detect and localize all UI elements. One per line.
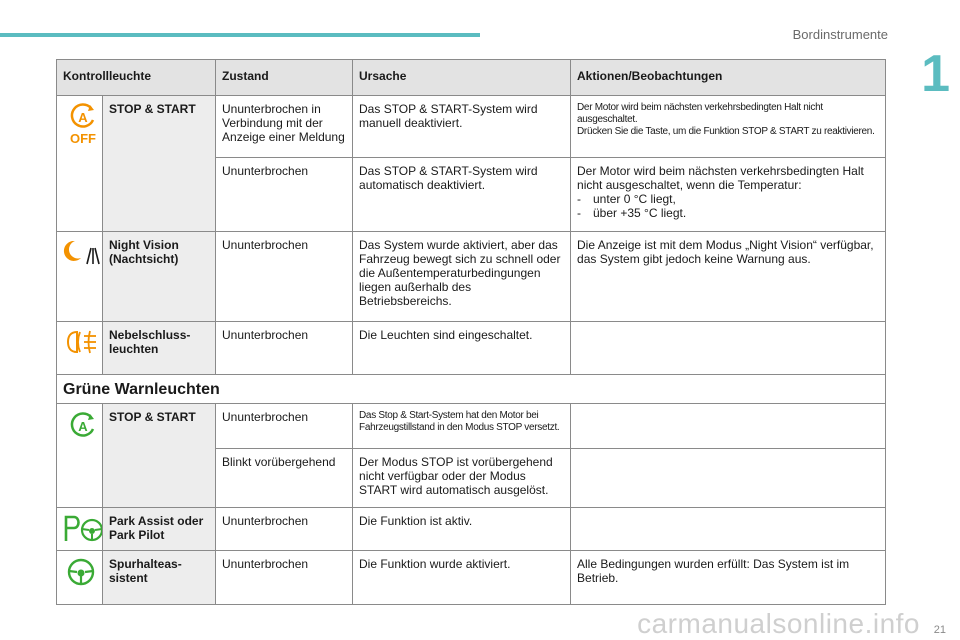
table-row (57, 322, 886, 375)
state-cell: Ununterbrochen (216, 232, 353, 322)
indicator-name: STOP & START (103, 96, 216, 232)
cause-cell: Das Stop & Start-System hat den Motor bei Fahrzeugstillstand in den Modus STOP versetzt. (353, 404, 571, 449)
action-cell (571, 96, 886, 158)
icon-cell (57, 508, 103, 551)
chapter-number: 1 (921, 45, 950, 103)
table-row (57, 508, 886, 551)
svg-text:OFF: OFF (70, 131, 96, 146)
action-intro: Der Motor wird beim nächsten verkehrsbedingten Halt nicht ausgeschaltet, wenn die Temperatur: (577, 164, 864, 192)
icon-cell (57, 232, 103, 322)
state-cell: Ununterbrochen (216, 158, 353, 232)
table-row (57, 96, 886, 158)
header-accent-bar (0, 33, 480, 37)
action-bullet: - über +35 °C liegt. (577, 206, 687, 220)
icon-cell (57, 404, 103, 508)
page-number: 21 (933, 624, 946, 636)
action-cell (571, 322, 886, 375)
cause-cell: Die Funktion ist aktiv. (353, 508, 571, 551)
column-header-action: Aktionen/Beobachtungen (571, 60, 886, 96)
cause-cell: Die Funktion wurde aktiviert. (353, 551, 571, 605)
state-cell: Ununterbrochen (216, 404, 353, 449)
action-cell: Alle Bedingungen wurden erfüllt: Das System ist im Betrieb. (571, 551, 886, 605)
state-cell: Ununterbrochen (216, 508, 353, 551)
indicator-name: STOP & START (103, 404, 216, 508)
cause-cell: Der Modus STOP ist vorübergehend nicht verfügbar oder der Modus START wird automatisch ausgelöst. (353, 449, 571, 508)
cause-cell: Die Leuchten sind eingeschaltet. (353, 322, 571, 375)
park-assist-icon (63, 514, 103, 544)
cause-cell: Das STOP & START-System wird manuell deaktiviert. (353, 96, 571, 158)
icon-cell (57, 96, 103, 232)
table-row (57, 404, 886, 449)
auto-green-icon (63, 410, 103, 442)
night-vision-icon (63, 238, 103, 268)
cause-cell: Das System wurde aktiviert, aber das Fahrzeug bewegt sich zu schnell oder die Außentemperaturbedingungen liegen außerhalb des Betriebsbereichs. (353, 232, 571, 322)
svg-text:A: A (78, 419, 88, 434)
icon-cell (57, 322, 103, 375)
column-header-state: Zustand (216, 60, 353, 96)
icon-cell (57, 551, 103, 605)
indicator-name: Night Vision (Nachtsicht) (103, 232, 216, 322)
table-header-row (57, 60, 886, 96)
state-cell: Ununterbrochen in Verbindung mit der Anzeige einer Meldung (216, 96, 353, 158)
indicator-name: Nebelschluss-leuchten (103, 322, 216, 375)
svg-text:A: A (78, 110, 88, 125)
state-cell: Ununterbrochen (216, 551, 353, 605)
column-header-indicator: Kontrollleuchte (57, 60, 216, 96)
watermark: carmanualsonline.info (637, 608, 920, 639)
warning-lights-table (56, 59, 886, 605)
state-cell: Ununterbrochen (216, 322, 353, 375)
action-bullet: - unter 0 °C liegt, (577, 192, 676, 206)
section-heading: Grüne Warnleuchten (57, 375, 886, 404)
section-row (57, 375, 886, 404)
state-cell: Blinkt vorübergehend (216, 449, 353, 508)
action-cell (571, 508, 886, 551)
auto-off-orange-icon (63, 102, 103, 146)
action-cell (571, 404, 886, 449)
action-cell (571, 158, 886, 232)
action-line: Der Motor wird beim nächsten verkehrsbedingten Halt nicht ausgeschaltet. (577, 102, 823, 125)
action-cell (571, 449, 886, 508)
table-row (57, 551, 886, 605)
action-cell: Die Anzeige ist mit dem Modus „Night Vision“ verfügbar, das System gibt jedoch keine Warnung aus. (571, 232, 886, 322)
action-line: Drücken Sie die Taste, um die Funktion STOP & START zu reaktivieren. (577, 126, 875, 137)
indicator-name: Spurhalteas-sistent (103, 551, 216, 605)
section-title: Bordinstrumente (792, 27, 888, 42)
rear-fog-light-icon (63, 328, 103, 356)
table-row (57, 232, 886, 322)
indicator-name: Park Assist oder Park Pilot (103, 508, 216, 551)
column-header-cause: Ursache (353, 60, 571, 96)
cause-cell: Das STOP & START-System wird automatisch deaktiviert. (353, 158, 571, 232)
lane-assist-icon (63, 557, 99, 587)
